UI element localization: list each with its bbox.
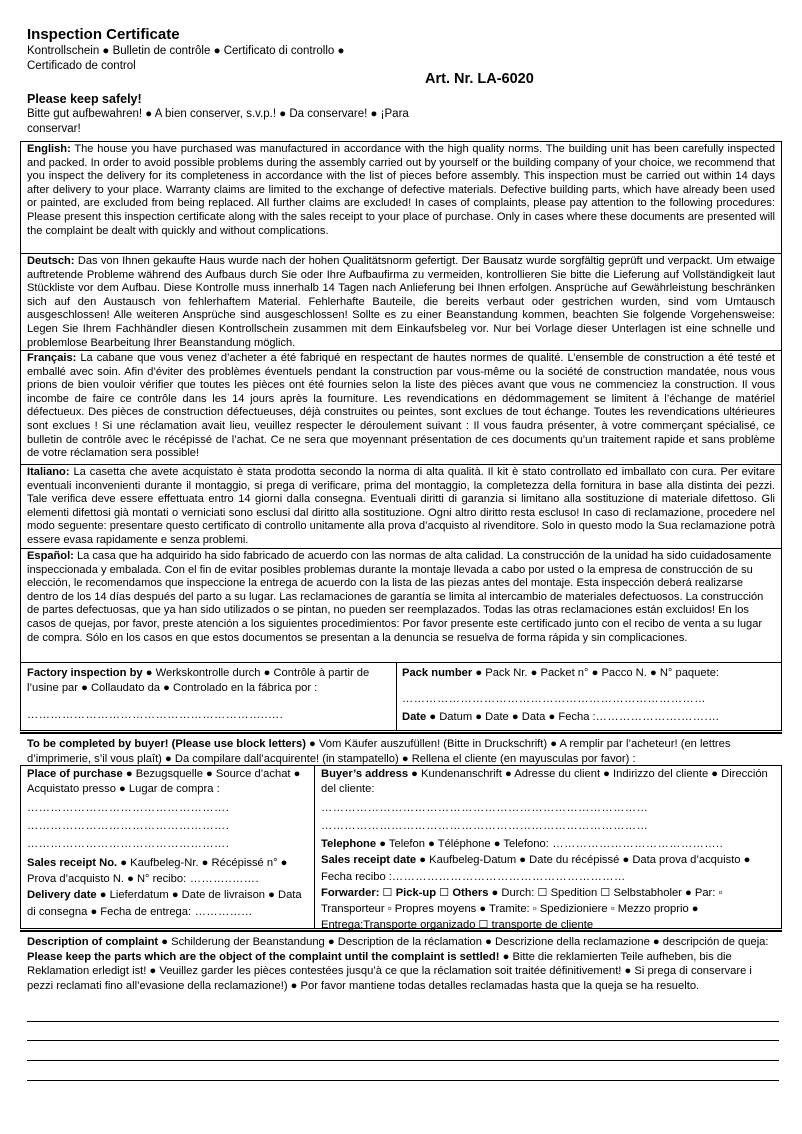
complaint-line-3[interactable] xyxy=(27,1060,779,1061)
telephone-field[interactable]: …………………………………….. xyxy=(548,838,724,850)
receipt-label: Sales receipt No. xyxy=(27,857,118,869)
complaint-line-2[interactable] xyxy=(27,1040,779,1041)
page-subtitle: Kontrollschein ● Bulletin de contrôle ● Certificato di controllo ● Certificado de control xyxy=(27,45,345,72)
purchase-field-3[interactable]: ……………………………………………. xyxy=(27,838,230,850)
pack-text: ● Pack Nr. ● Packet n° ● Pacco N. ● N° paquete: xyxy=(472,667,720,679)
telephone-label: Telephone xyxy=(321,838,377,850)
complaint-instructions xyxy=(27,935,775,993)
german-section xyxy=(21,253,781,350)
sales-date-field[interactable]: …………………………………………………… xyxy=(391,870,626,883)
purchase-label: Place of purchase xyxy=(27,768,123,780)
forwarder-label: Forwarder: xyxy=(321,887,380,899)
factory-text: ● Werkskontrolle durch ● Contrôle à partir de l’usine par ● Collaudato da ● Controlado en la fábrica por : xyxy=(27,667,370,694)
purchase-text: ● Bezugsquelle ● Source d’achat ● Acquistato presso ● Lugar de compra : xyxy=(27,768,301,795)
complaint-text-1: ● Schilderung der Beanstandung ● Description de la réclamation ● Descrizione della reclamazione ● descripción de queja: xyxy=(158,936,769,948)
buyer-address-cell xyxy=(314,765,782,929)
language-instructions-box xyxy=(20,141,782,663)
telephone-text: ● Telefon ● Téléphone ● Telefono: xyxy=(376,838,549,850)
italian-section xyxy=(21,464,781,548)
italian-text: La casetta che avete acquistato è stata prodotta secondo la norma di alta qualità. Il kit è stato controllato ed imballato con cura. Per evitare eventuali inconvenienti durante il montaggio, si prega di verificare, prima del montaggio, la completezza della fornitura in base alla distinta dei pezzi. Tale verifica deve essere effettuata entro 14 giorni dalla consegna. Eventuali diritti di garanzia si limitano alla sostituzione di materiale difettoso. Gli elementi difettosi già montati o verniciati sono esclusi dal diritto alla sostituzione. Ogni altro diritto resta escluso! In caso di reclamazione, procedere nel modo seguente: presentare questo certificato di controllo unitamente alla prova d’acquisto al rivenditore. Solo in questo modo la Sua reclamazione potrà essere evasa rapidamente e senza problemi. xyxy=(27,466,775,546)
italian-label: Italiano: xyxy=(27,466,70,478)
factory-label: Factory inspection by xyxy=(27,667,143,679)
purchase-field-1[interactable]: ……………………………………………. xyxy=(27,802,230,814)
english-label: English: xyxy=(27,143,71,155)
complaint-line-1[interactable] xyxy=(27,1021,779,1022)
pack-number-cell xyxy=(396,662,782,731)
complaint-bold-text: Please keep the parts which are the object of the complaint until the complaint is settled! xyxy=(27,950,500,963)
keep-safe-heading: Please keep safely! xyxy=(27,92,142,106)
receipt-text: ● Kaufbeleg-Nr. ● Récépissé n° ● Prova d’acquisto N. ● N° recibo: xyxy=(27,857,288,885)
sales-date-label: Sales receipt date xyxy=(321,854,417,866)
article-number: Art. Nr. LA-6020 xyxy=(425,71,534,87)
german-text: Das von Ihnen gekaufte Haus wurde nach der hohen Qualitätsnorm gefertigt. Der Bausatz wurde sorgfältig geprüft und verpackt. Um etwaige auftretende Probleme während des Aufbaus durch Sie oder Ihre Aufbaufirma zu vermeiden, kontrollieren Sie bitte die Lieferung auf Vollständigkeit laut Stückliste vor dem Aufbau. Diese Kontrolle muss innerhalb 14 Tagen nach Anlieferung bei Ihnen erfolgen. Ansprüche auf Gewährleistung beschränken sich auf den Austausch von fehlerhaftem Material. Fehlerhafte Bauteile, die bereits verbaut oder gestrichen wurden, sind vom Umtausch ausgeschlossen! Alle weiteren Ansprüche sind ausgeschlossen! Sollte es zu einer Beanstandung kommen, beachten Sie folgende Vorgehensweise: Legen Sie Ihrem Fachhändler diesen Kontrollschein zusammen mit dem Einkaufsbeleg vor. Nur bei Vorlage dieser Unterlagen ist eine schnelle und problemlose Bearbeitung Ihrer Beanstandung möglich. xyxy=(27,255,775,349)
date-field[interactable]: ………………….…….… xyxy=(595,711,720,723)
buyer-instructions-text: ● Vom Käufer auszufüllen! (Bitte in Druckschrift) ● A remplir par l’acheteur! (en lettres d’imprimerie, s’il vous plaît) ● Da compilare dall’acquirente! (in stampatello) ● Rellena el cliente (en mayusculas por favor) : xyxy=(27,738,731,765)
english-text: The house you have purchased was manufactured in accordance with the high quality norms. The building unit has been carefully inspected and packed. In order to avoid possible problems during the assembly carried out by yourself or the building company of your choice, we recommend that you inspect the delivery for its completeness in accordance with the list of pieces before assembly. This inspection must be carried out within 14 days after delivery to your place. Warranty claims are limited to the exchange of defective materials. Defective building parts, which have already been used or painted, are excluded from being replaced. All further claims are excluded! In cases of complaints, please pay attention to the following procedures: Please present this inspection certificate along with the sales receipt to your place of purchase. Only in cases where these documents are presented will the complaint be dealt with quickly and without complications. xyxy=(27,143,775,237)
date-text: ● Datum ● Date ● Data ● Fecha : xyxy=(426,711,596,723)
english-section xyxy=(21,142,781,253)
pickup-label: Pick-up xyxy=(395,887,437,899)
buyer-address-text: ● Kundenanschrift ● Adresse du client ● Indirizzo del cliente ● Dirección del cliente: xyxy=(321,768,768,795)
spanish-section xyxy=(21,548,781,662)
pack-number-field[interactable]: …………………………………………………………………… xyxy=(402,693,706,705)
purchase-field-2[interactable]: ……………………………………………. xyxy=(27,820,230,832)
sales-date-text: ● Kaufbeleg-Datum ● Date du récépissé ● Data prova d’acquisto ● Fecha recibo : xyxy=(321,854,751,883)
keep-safe-subtitle: Bitte gut aufbewahren! ● A bien conserver, s.v.p.! ● Da conservare! ● ¡Para conservar! xyxy=(27,108,409,135)
delivery-label: Delivery date xyxy=(27,889,97,901)
french-label: Français: xyxy=(27,352,77,364)
buyer-address-field-2[interactable]: ………………………………………………………………………… xyxy=(321,820,649,832)
buyer-instructions xyxy=(27,737,779,766)
pack-label: Pack number xyxy=(402,667,473,679)
factory-signature-field[interactable]: ……………………………………………………..…. xyxy=(27,709,284,721)
buyer-instructions-label: To be completed by buyer! (Please use block letters) xyxy=(27,738,306,750)
divider-buyer xyxy=(20,732,782,734)
complaint-line-4[interactable] xyxy=(27,1080,779,1081)
complaint-label: Description of complaint xyxy=(27,936,159,948)
french-section xyxy=(21,350,781,464)
others-label: Others xyxy=(452,887,489,899)
french-text: La cabane que vous venez d’acheter a été fabriqué en respectant de hautes normes de qualité. L’ensemble de construction a été testé et emballé avec soin. Afin d’éviter des problèmes éventuels pendant la construction par vous-même ou la société de construction mandatée, nous vous prions de bien vouloir vérifier que toutes les pièces ont été fournies selon la liste des pièces avant que vous ne commenciez la construction. Il vous incombe de faire ce contrôle dans les 14 jours après la fourniture. Les revendications en dédommagement se limitent à l’échange de matériel défectueux. Des pièces de construction défectueuses, déjà construites ou peintes, sont exclues de tout échange. Toutes les revendications ultérieures sont exclues ! Si une réclamation avait lieu, veuillez respecter le déroulement suivant : Il vous faudra présenter, à votre commerçant spécialisé, ce bulletin de contrôle avec le récépissé de l’achat. Ce ne sera que moyennant présentation de ces documents qu’un traitement rapide et sans problème de votre réclamation sera possible! xyxy=(27,352,775,460)
divider-complaint xyxy=(20,930,782,932)
buyer-address-label: Buyer’s address xyxy=(321,768,409,780)
pickup-checkbox[interactable]: ☐ xyxy=(439,887,450,899)
german-label: Deutsch: xyxy=(27,255,75,267)
spanish-label: Español: xyxy=(27,550,74,562)
delivery-text: ● Lieferdatum ● Date de livraison ● Data di consegna ● Fecha de entrega: xyxy=(27,889,302,918)
buyer-address-field-1[interactable]: ………………………………………………………………………… xyxy=(321,802,649,814)
receipt-field[interactable]: ………..……. xyxy=(186,873,260,885)
purchase-cell xyxy=(20,765,315,929)
date-label: Date xyxy=(402,711,427,723)
page-title: Inspection Certificate xyxy=(27,26,180,43)
delivery-field[interactable]: …………... xyxy=(191,906,253,918)
factory-inspection-cell xyxy=(20,662,397,731)
forwarder-text: ● Durch: ☐ Spedition ☐ Selbstabholer ● Par: ▫ Transporteur ▫ Propres moyens ● Tramite: ▫ Spedizioniere ▫ Mezzo proprio ● Entrega:Transporte organizado ☐ transporte de cliente xyxy=(321,887,723,931)
spanish-text: La casa que ha adquirido ha sido fabricado de acuerdo con las normas de alta calidad. La construcción de la unidad ha sido cuidadosamente inspeccionada y embalada. Con el fin de evitar posibles problemas durante la montaje llevada a cabo por usted o la empresa de construcción de su elección, le recomendamos que inspeccione la entrega de acuerdo con la lista de las piezas antes del montaje. Esta inspección deberá realizarse dentro de los 14 días después del parto a su lugar. Las reclamaciones de garantía se limita al intercambio de materiales defectuosos. La construcción de partes defectuosas, que ya han sido utilizados o se pintan, no pueden ser reemplazados. Todas las otras reclamaciones están excluidos! En los casos de quejas, por favor, preste atención a los siguientes procedimientos: Por favor presente este certificado junto con el recibo de venta a su lugar de compra. Sólo en los casos en que estos documentos se presentan a la denuncia se resuelva de forma rápida y sin complicaciones. xyxy=(27,550,772,644)
forwarder-checkbox[interactable]: ☐ xyxy=(382,887,393,899)
complaint-text-2: ● Bitte die reklamierten Teile aufheben, bis die Reklamation erledigt ist! ● Veuillez garder les pièces contestées jusqu’à ce que la réclamation soit traitée définitivement! ● Si prega di conservare i pezzi reclamati fino all’evasione della reclamazione!) ● Por favor mantiene todas detalles reclamadas hasta que la queja se ha resuelto. xyxy=(27,950,752,992)
